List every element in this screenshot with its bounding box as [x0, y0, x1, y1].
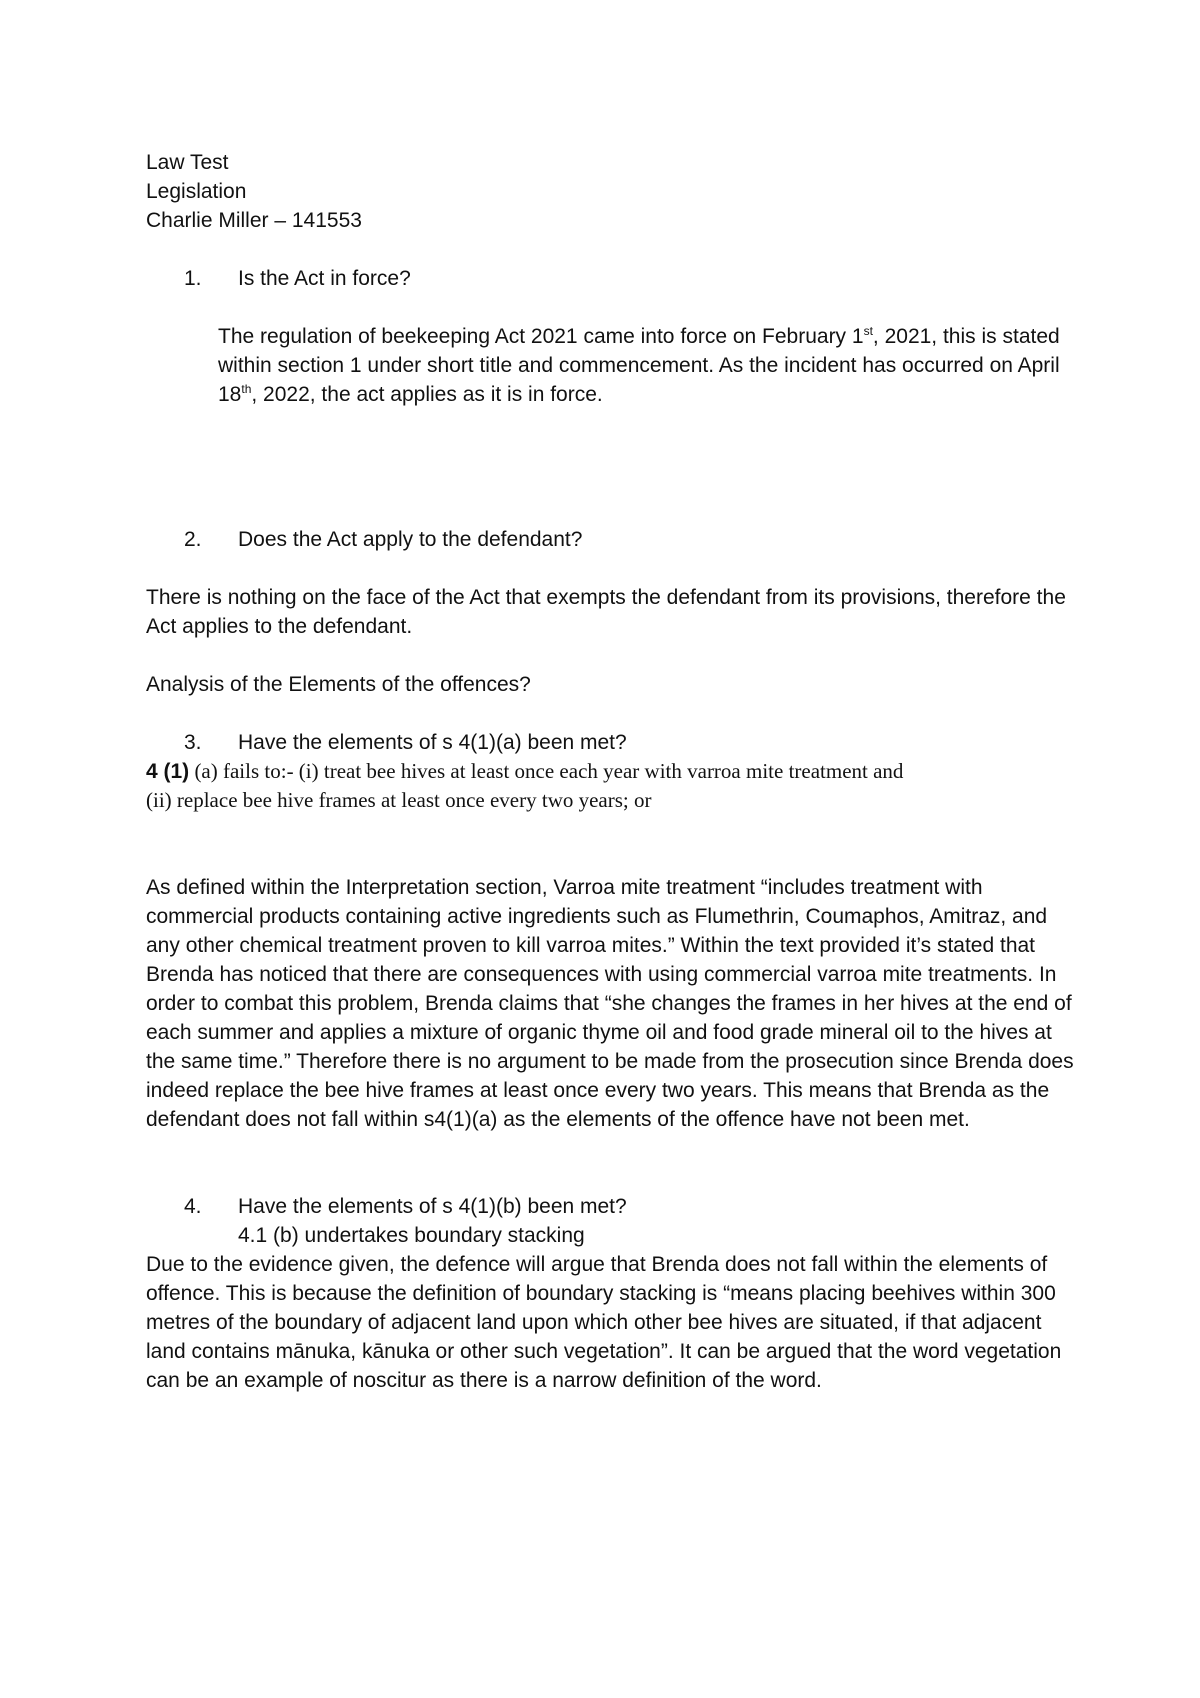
question-4	[146, 1192, 1080, 1221]
answer-1-superscript-2: th	[241, 382, 252, 396]
document-header	[146, 148, 1080, 235]
question-3-text: Have the elements of s 4(1)(a) been met?	[238, 731, 627, 754]
question-4-subheading: 4.1 (b) undertakes boundary stacking	[238, 1224, 585, 1247]
question-4-number: 4.	[184, 1195, 202, 1218]
document-title: Law Test	[146, 151, 229, 174]
question-3-answer: As defined within the Interpretation section, Varroa mite treatment “includes treatment with commercial products containing active ingredients such as Flumethrin, Coumaphos, Amitraz, and any other chemical treatment proven to kill varroa mites.” Within the text provided it’s stated that Brenda has noticed that there are consequences with using commercial varroa mite treatments. In order to combat this problem, Brenda claims that “she changes the frames in her hives at the end of each summer and applies a mixture of organic thyme oil and food grade mineral oil to the hives at the same time.” Therefore there is no argument to be made from the prosecution since Brenda does indeed replace the bee hive frames at least once every two years. This means that Brenda as the defendant does not fall within s4(1)(a) as the elements of the offence have not been met.	[146, 876, 1074, 1131]
document-author: Charlie Miller – 141553	[146, 209, 362, 232]
question-2	[146, 525, 1080, 554]
question-1-text: Is the Act in force?	[238, 267, 411, 290]
answer-1-superscript-1: st	[863, 324, 873, 338]
question-2-answer: There is nothing on the face of the Act that exempts the defendant from its provisions, therefore the Act applies to the defendant.	[146, 586, 1066, 638]
provision-line-2: (ii) replace bee hive frames at least once every two years; or	[146, 788, 652, 812]
question-4-text: Have the elements of s 4(1)(b) been met?	[238, 1195, 627, 1218]
question-3	[146, 728, 1080, 757]
document-subtitle: Legislation	[146, 180, 247, 203]
analysis-heading: Analysis of the Elements of the offences?	[146, 673, 531, 696]
question-1	[146, 264, 1080, 293]
answer-1-part-2: , 2021, this is stated within section 1 under short title and commencement. As the incident has occurred on April 18	[218, 325, 1060, 406]
answer-1-part-1: The regulation of beekeeping Act 2021 came into force on February 1	[218, 325, 864, 348]
provision-number: 4 (1)	[146, 760, 190, 783]
question-4-answer: Due to the evidence given, the defence will argue that Brenda does not fall within the elements of offence. This is because the definition of boundary stacking is “means placing beehives within 300 metres of the boundary of adjacent land upon which other bee hives are situated, if that adjacent land contains mānuka, kānuka or other such vegetation”. It can be argued that the word vegetation can be an example of noscitur as there is a narrow definition of the word.	[146, 1253, 1062, 1392]
question-3-number: 3.	[184, 731, 202, 754]
provision-4-1-a	[146, 757, 1080, 815]
question-2-text: Does the Act apply to the defendant?	[238, 528, 583, 551]
answer-1-part-3: , 2022, the act applies as it is in force.	[251, 383, 603, 406]
question-1-number: 1.	[184, 267, 202, 290]
question-1-answer	[146, 322, 1080, 409]
provision-line-1: (a) fails to:- (i) treat bee hives at least once each year with varroa mite treatment and	[189, 759, 904, 783]
question-2-number: 2.	[184, 528, 202, 551]
